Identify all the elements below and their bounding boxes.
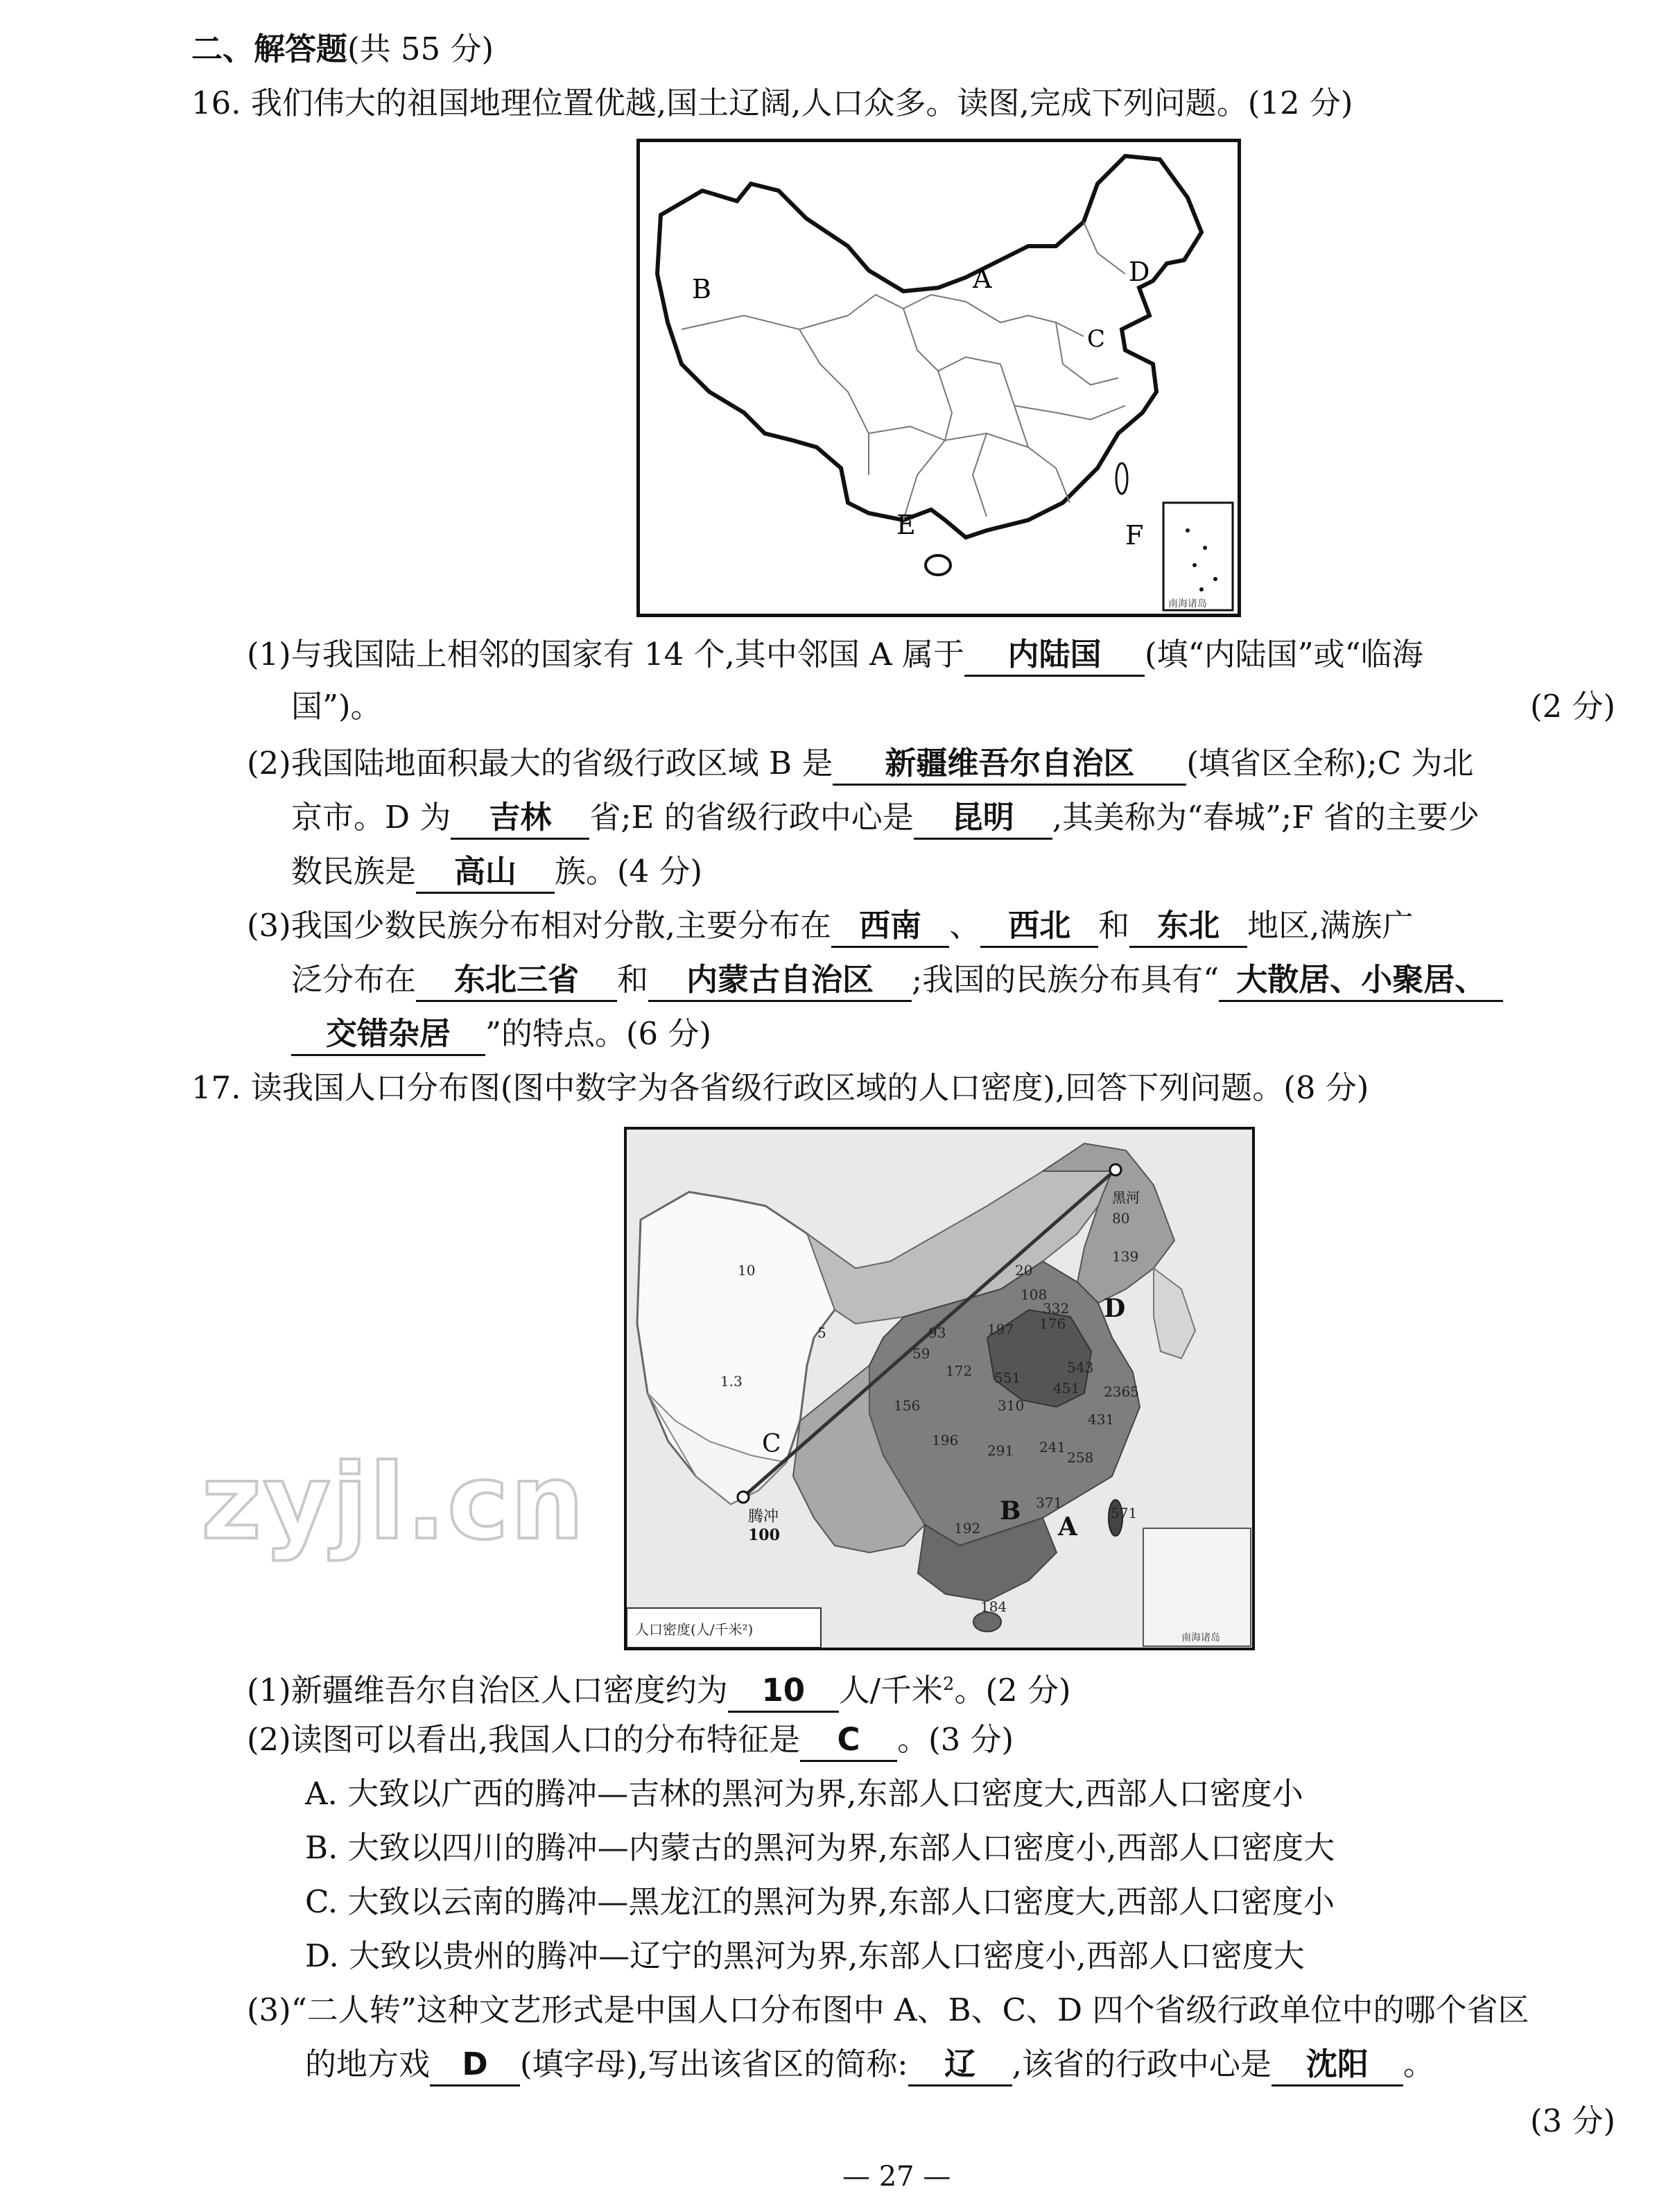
density-value: 108	[1021, 1286, 1048, 1303]
q16-answer-5: 高山	[416, 852, 555, 894]
china-outline-map	[636, 139, 1241, 617]
density-value: 543	[1067, 1359, 1094, 1376]
q16-answer-10: 内蒙古自治区	[648, 960, 912, 1002]
china-border	[657, 156, 1201, 537]
density-value: 80	[1112, 1210, 1130, 1227]
q17-option-a: A. 大致以广西的腾冲—吉林的黑河为界,东部人口密度大,西部人口密度小	[305, 1775, 1303, 1812]
q16-p2-line3: 数民族是 高山 族。(4 分)	[291, 852, 702, 894]
heihe-point	[1110, 1164, 1121, 1175]
taiwan-island	[1116, 463, 1127, 494]
q16-p3-line3: 交错杂居 ”的特点。(6 分)	[291, 1014, 711, 1056]
density-value: 1.3	[720, 1373, 743, 1390]
q16-answer-11b: 交错杂居	[291, 1014, 485, 1056]
map-label-a: A	[973, 263, 992, 294]
q17-option-d: D. 大致以贵州的腾冲—辽宁的黑河为界,东部人口密度小,西部人口密度大	[305, 1937, 1305, 1974]
density-value: 241	[1039, 1439, 1066, 1455]
q17-answer-5: 沈阳	[1272, 2044, 1403, 2086]
q16-p3-line2: 泛分布在 东北三省 和 内蒙古自治区 ;我国的民族分布具有“ 大散居、小聚居、	[291, 960, 1503, 1002]
q17-p2-line: (2)读图可以看出,我国人口的分布特征是 C 。(3 分)	[247, 1720, 1014, 1762]
superscript-2: 2	[942, 1674, 955, 1695]
map-letter-d: D	[1104, 1294, 1126, 1323]
tengchong-value: 100	[748, 1526, 780, 1544]
q16-p2-line2: 京市。D 为 吉林 省;E 的省级行政中心是 昆明 ,其美称为“春城”;F 省的主要少	[291, 797, 1480, 840]
q16-answer-1: 内陆国	[964, 634, 1145, 677]
density-value: 571	[1111, 1505, 1138, 1521]
q17-p1-line: (1)新疆维吾尔自治区人口密度约为 10 人/千米$^2$。(2 分)	[247, 1664, 1071, 1713]
q16-answer-9: 东北三省	[416, 960, 617, 1002]
q16-p3-line1: (3)我国少数民族分布相对分散,主要分布在 西南 、 西北 和 东北 地区,满族广	[247, 906, 1413, 948]
q17-answer-2: C	[800, 1720, 897, 1762]
q17-p3-score: (3 分)	[1529, 2102, 1615, 2139]
density-value: 176	[1039, 1315, 1066, 1332]
q16-answer-3: 吉林	[451, 797, 589, 840]
hainan-shape	[973, 1612, 1001, 1632]
tengchong-point	[738, 1492, 749, 1503]
q17-p3-line2: 的地方戏 D (填字母),写出该省区的简称: 辽 ,该省的行政中心是 沈阳 。	[305, 2044, 1434, 2086]
watermark: zyjl.cn	[201, 1442, 586, 1563]
inset-caption: 南海诸岛	[1181, 1632, 1220, 1643]
density-value: 156	[894, 1397, 921, 1414]
density-value: 172	[946, 1363, 973, 1379]
density-value: 197	[987, 1321, 1014, 1338]
density-value: 371	[1036, 1494, 1063, 1511]
hainan-island	[926, 555, 951, 575]
tengchong-label: 腾冲	[748, 1508, 779, 1526]
q17-answer-1: 10	[728, 1670, 839, 1713]
population-map-svg	[627, 1130, 1252, 1648]
density-value: 332	[1043, 1300, 1070, 1317]
density-value: 451	[1053, 1380, 1080, 1397]
map-label-c: C	[1087, 325, 1106, 353]
section-header	[191, 29, 494, 69]
map-label-d: D	[1129, 257, 1150, 287]
q16-answer-4: 昆明	[914, 797, 1052, 840]
density-value: 93	[928, 1324, 946, 1341]
province-lines	[682, 222, 1125, 520]
map-letter-b: B	[1000, 1496, 1021, 1526]
density-value: 258	[1067, 1449, 1094, 1466]
page-number: — 27 —	[842, 2161, 951, 2193]
q16-p1-line2: 国”)。	[291, 688, 382, 725]
q17-stem: 17. 读我国人口分布图(图中数字为各省级行政区域的人口密度),回答下列问题。(8 分)	[191, 1069, 1369, 1106]
density-value: 196	[932, 1432, 959, 1449]
q16-answer-11a: 大散居、小聚居、	[1219, 960, 1503, 1002]
south-sea-inset	[1163, 503, 1233, 610]
density-value: 5	[817, 1324, 826, 1341]
density-value: 291	[987, 1442, 1014, 1459]
q16-answer-6: 西南	[831, 906, 949, 948]
heihe-label: 黑河	[1112, 1189, 1140, 1206]
q16-answer-8: 东北	[1129, 906, 1247, 948]
density-value: 192	[954, 1520, 981, 1537]
density-value: 59	[912, 1345, 930, 1362]
density-value: 184	[980, 1598, 1007, 1615]
section-score: (共 55 分)	[347, 31, 494, 67]
map-label-b: B	[692, 274, 711, 304]
q16-stem: 16. 我们伟大的祖国地理位置优越,国土辽阔,人口众多。读图,完成下列问题。(12 分)	[191, 85, 1353, 121]
density-value: 20	[1015, 1262, 1033, 1279]
density-value: 2365	[1104, 1383, 1139, 1400]
q17-p3-line1: (3)“二人转”这种文艺形式是中国人口分布图中 A、B、C、D 四个省级行政单位中的哪个省区	[247, 1991, 1529, 2028]
density-value: 551	[994, 1369, 1021, 1386]
density-value: 10	[738, 1262, 756, 1279]
inset-label: 南海诸岛	[1168, 598, 1207, 610]
map-label-f: F	[1125, 520, 1144, 551]
q17-option-c: C. 大致以云南的腾冲—黑龙江的黑河为界,东部人口密度大,西部人口密度小	[305, 1883, 1335, 1920]
density-value: 431	[1088, 1411, 1115, 1428]
q16-p2-line1: (2)我国陆地面积最大的省级行政区域 B 是 新疆维吾尔自治区 (填省区全称);C 为北	[247, 743, 1473, 786]
section-title: 二、解答题	[191, 31, 348, 67]
map-letter-c: C	[762, 1430, 781, 1458]
q16-p1-score: (2 分)	[1529, 688, 1615, 725]
q16-answer-2: 新疆维吾尔自治区	[833, 743, 1186, 786]
q16-answer-7: 西北	[980, 906, 1098, 948]
map-label-e: E	[896, 510, 916, 540]
q17-option-b: B. 大致以四川的腾冲—内蒙古的黑河为界,东部人口密度小,西部人口密度大	[305, 1829, 1335, 1866]
legend-label: 人口密度(人/千米²)	[635, 1621, 754, 1638]
china-map-svg	[640, 142, 1238, 614]
south-sea-inset-box	[1143, 1528, 1251, 1646]
density-value: 139	[1112, 1248, 1139, 1265]
q16-p1-line1: (1)与我国陆上相邻的国家有 14 个,其中邻国 A 属于 内陆国 (填“内陆国”或“临海	[247, 634, 1423, 677]
q17-answer-4: 辽	[908, 2044, 1012, 2086]
density-value: 310	[998, 1397, 1025, 1414]
map-letter-a: A	[1058, 1512, 1077, 1541]
population-density-map	[624, 1127, 1255, 1650]
q17-answer-3: D	[430, 2044, 520, 2086]
